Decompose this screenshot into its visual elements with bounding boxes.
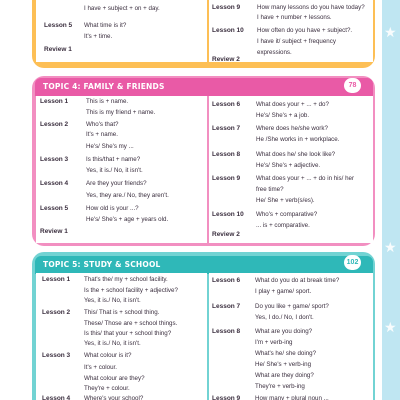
- lesson-label[interactable]: Lesson 9: [212, 395, 241, 400]
- review-label[interactable]: Review 2: [212, 231, 240, 238]
- lesson-label[interactable]: Lesson 5: [40, 205, 69, 212]
- lesson-line: Yes, they are./ No, they aren't.: [86, 192, 169, 199]
- lesson-label[interactable]: Lesson 1: [42, 276, 71, 283]
- lesson-line: These/ Those are + school things.: [84, 320, 178, 327]
- lesson-label[interactable]: Lesson 4: [40, 180, 69, 187]
- lesson-line: What does your + ... + do in his/ her: [256, 175, 355, 182]
- review-label[interactable]: Review 1: [44, 46, 72, 53]
- lesson-label[interactable]: Lesson 8: [212, 151, 241, 158]
- lesson-line: I play + game/ sport.: [255, 288, 312, 295]
- lesson-label[interactable]: Lesson 10: [212, 27, 244, 34]
- lesson-line: What time is it?: [84, 22, 127, 29]
- lesson-line: That's the/ my + school facility.: [84, 276, 168, 283]
- lesson-label[interactable]: Lesson 7: [212, 303, 241, 310]
- lesson-label[interactable]: Lesson 3: [40, 156, 69, 163]
- lesson-label[interactable]: Lesson 6: [212, 101, 241, 108]
- lesson-line: It's + name.: [86, 131, 118, 138]
- lesson-line: How many lessons do you have today?: [257, 4, 365, 11]
- lesson-line: Yes, I do./ No, I don't.: [255, 314, 314, 321]
- lesson-line: They're + verb-ing: [255, 383, 305, 390]
- lesson-line: It's + colour.: [84, 364, 117, 371]
- review-label[interactable]: Review 1: [40, 228, 68, 235]
- lesson-label[interactable]: Lesson 1: [40, 98, 69, 105]
- lesson-line: ... is + comparative.: [256, 222, 310, 229]
- lesson-line: Is this/that + name?: [86, 156, 141, 163]
- lesson-line: How old is your ...?: [86, 205, 139, 212]
- lesson-line: What's he/ she doing?: [255, 350, 317, 357]
- lesson-line: Yes, it is./ No, it isn't.: [84, 297, 141, 304]
- lesson-line: Is this/ that your + school thing?: [84, 330, 172, 337]
- lesson-label[interactable]: Lesson 2: [40, 121, 69, 128]
- lesson-line: How many + plural noun ...: [255, 395, 329, 400]
- lesson-line: Who's that?: [86, 121, 119, 128]
- lesson-line: He /She works in + workplace.: [256, 136, 340, 143]
- lesson-label[interactable]: Lesson 8: [212, 328, 241, 335]
- lesson-line: What colour is it?: [84, 352, 132, 359]
- lesson-line: He's/ She's + a job.: [256, 112, 310, 119]
- lesson-line: He/ She + verb(s/es).: [256, 197, 315, 204]
- lesson-label[interactable]: Lesson 6: [212, 277, 241, 284]
- lesson-line: I have + number + lessons.: [257, 14, 332, 21]
- lesson-line: He/ She's + verb-ing: [255, 361, 312, 368]
- topic4-title: TOPIC 4: FAMILY & FRIENDS: [35, 78, 373, 96]
- lesson-line: Where's your school?: [84, 395, 144, 400]
- lesson-line: expressions.: [257, 49, 292, 56]
- lesson-label[interactable]: Lesson 3: [42, 352, 71, 359]
- lesson-label[interactable]: Lesson 9: [212, 175, 241, 182]
- lesson-line: Is the + school facility + adjective?: [84, 287, 178, 294]
- lesson-line: I'm + verb-ing: [255, 339, 293, 346]
- lesson-line: Where does he/she work?: [256, 125, 328, 132]
- lesson-line: He's/ She's my ...: [86, 143, 134, 150]
- lesson-line: What are you doing?: [255, 328, 313, 335]
- lesson-line: Are they your friends?: [86, 180, 147, 187]
- lesson-line: free time?: [256, 186, 284, 193]
- right-decorative-rail: [382, 0, 400, 400]
- lesson-line: Yes, it is./ No, it isn't.: [84, 340, 141, 347]
- lesson-label[interactable]: Lesson 7: [212, 125, 241, 132]
- lesson-line: This is + name.: [86, 98, 129, 105]
- lesson-label[interactable]: Lesson 9: [212, 4, 241, 11]
- star-icon: ★: [384, 239, 397, 255]
- lesson-line: This is my friend + name.: [86, 109, 156, 116]
- lesson-line: What colour are they?: [84, 375, 145, 382]
- lesson-label[interactable]: Lesson 4: [42, 395, 71, 400]
- star-icon: ★: [384, 24, 397, 40]
- lesson-line: Who's + comparative?: [256, 211, 318, 218]
- lesson-line: Yes, it is./ No, it isn't.: [86, 167, 143, 174]
- lesson-line: They're + colour.: [84, 385, 130, 392]
- lesson-line: How often do you have + subject?.: [257, 27, 353, 34]
- review-label[interactable]: Review 2: [212, 56, 240, 63]
- lesson-line: I have it/ subject + frequency: [257, 38, 336, 45]
- lesson-label[interactable]: Lesson 10: [212, 211, 244, 218]
- lesson-line: What are they doing?: [255, 372, 314, 379]
- topic5-page-number: 102: [344, 255, 361, 270]
- lesson-line: He's/ She's + adjective.: [256, 162, 321, 169]
- topic4-page-number: 78: [344, 78, 361, 93]
- lesson-line: This/ That is + school thing.: [84, 309, 160, 316]
- lesson-line: Do you like + game/ sport?: [255, 303, 329, 310]
- lesson-line: I have + subject + on + day.: [84, 5, 160, 12]
- lesson-line: What does he/ she look like?: [256, 151, 336, 158]
- lesson-line: What do you do at break time?: [255, 277, 340, 284]
- topic5-title: TOPIC 5: STUDY & SCHOOL: [35, 256, 373, 274]
- lesson-line: It's + time.: [84, 33, 113, 40]
- star-icon: ★: [384, 319, 397, 335]
- lesson-line: What does your + ... + do?: [256, 101, 329, 108]
- lesson-label[interactable]: Lesson 5: [44, 22, 73, 29]
- lesson-label[interactable]: Lesson 2: [42, 309, 71, 316]
- lesson-line: He's/ She's + age + years old.: [86, 216, 169, 223]
